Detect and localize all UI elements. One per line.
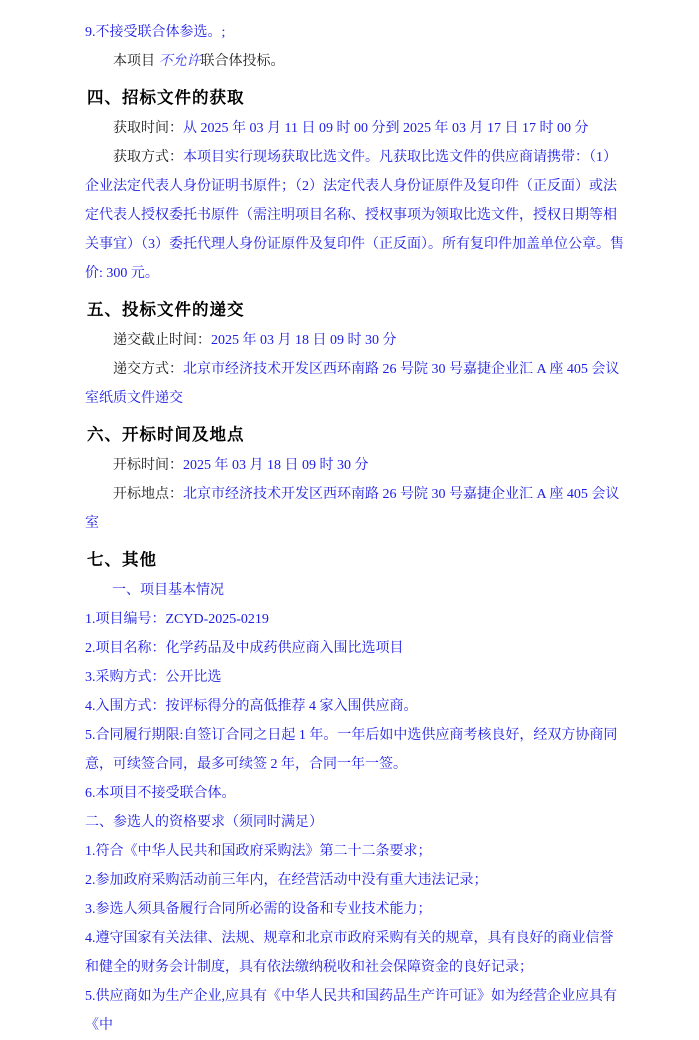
submission-deadline-value: 2025 年 03 月 18 日 09 时 30 分	[211, 333, 397, 348]
subsection-2-title: 二、参选人的资格要求（须同时满足）	[85, 815, 323, 830]
submission-method-value: 北京市经济技术开发区西环南路 26 号院 30 号嘉捷企业汇 A 座 405 会议室纸质文件递交	[85, 362, 620, 406]
opening-time-label: 开标时间：	[113, 458, 183, 473]
opening-time-line	[85, 451, 627, 480]
basic-item-5: 5.合同履行期限:自签订合同之日起 1 年。一年后如中选供应商考核良好，经双方协商同意，可续签合同，最多可续签 2 年，合同一年一签。	[85, 728, 618, 772]
clause-9-note-suffix: 联合体投标。	[200, 54, 285, 69]
acquisition-method-label: 获取方式：	[113, 150, 183, 165]
clause-9: 9.不接受联合体参选。;	[85, 25, 226, 40]
basic-item-2: 2.项目名称：化学药品及中成药供应商入围比选项目	[85, 641, 404, 656]
clause-9-note-prefix: 本项目	[113, 54, 159, 69]
acquisition-method-line	[85, 143, 627, 288]
opening-place-label: 开标地点：	[113, 487, 183, 502]
section-6-title: 六、开标时间及地点	[87, 426, 245, 444]
acquisition-time-line	[85, 114, 627, 143]
opening-place-line	[85, 480, 627, 538]
submission-method-line	[85, 355, 627, 413]
clause-9-note-emphasis: 不允许	[158, 54, 201, 69]
basic-item-6: 6.本项目不接受联合体。	[85, 786, 236, 801]
opening-place-value: 北京市经济技术开发区西环南路 26 号院 30 号嘉捷企业汇 A 座 405 会议室	[85, 487, 620, 531]
clause-9-note	[85, 47, 627, 76]
section-7-title: 七、其他	[87, 551, 157, 569]
section-4-title: 四、招标文件的获取	[87, 89, 245, 107]
qualification-item-2: 2.参加政府采购活动前三年内，在经营活动中没有重大违法记录；	[85, 873, 488, 888]
acquisition-time-value: 从 2025 年 03 月 11 日 09 时 00 分到 2025 年 03 月 17 日 17 时 00 分	[183, 121, 589, 136]
qualification-item-3: 3.参选人须具备履行合同所必需的设备和专业技术能力；	[85, 902, 432, 917]
qualification-item-1: 1.符合《中华人民共和国政府采购法》第二十二条要求；	[85, 844, 432, 859]
qualification-item-4: 4.遵守国家有关法律、法规、规章和北京市政府采购有关的规章，具有良好的商业信誉和健全的财务会计制度，具有依法缴纳税收和社会保障资金的良好记录；	[85, 931, 614, 975]
submission-deadline-label: 递交截止时间：	[113, 333, 211, 348]
submission-deadline-line	[85, 326, 627, 355]
section-5-title: 五、投标文件的递交	[87, 301, 245, 319]
acquisition-method-value: 本项目实行现场获取比选文件。凡获取比选文件的供应商请携带：（1）企业法定代表人身份证明书原件；（2）法定代表人身份证原件及复印件（正反面）或法定代表人授权委托书原件（需注明项目名称、授权事项为领取比选文件，授权日期等相关事宜）（3）委托代理人身份证原件及复印件（正反面）。所有复印件加盖单位公章。售价: 300 元。	[85, 150, 624, 281]
subsection-1-title: 一、项目基本情况	[112, 583, 224, 598]
basic-item-1: 1.项目编号：ZCYD-2025-0219	[85, 612, 269, 627]
acquisition-time-label: 获取时间：	[113, 121, 183, 136]
opening-time-value: 2025 年 03 月 18 日 09 时 30 分	[183, 458, 369, 473]
submission-method-label: 递交方式：	[113, 362, 183, 377]
basic-item-4: 4.入围方式：按评标得分的高低推荐 4 家入围供应商。	[85, 699, 418, 714]
basic-item-3: 3.采购方式：公开比选	[85, 670, 222, 685]
qualification-item-5: 5.供应商如为生产企业,应具有《中华人民共和国药品生产许可证》如为经营企业应具有《中	[85, 989, 617, 1033]
